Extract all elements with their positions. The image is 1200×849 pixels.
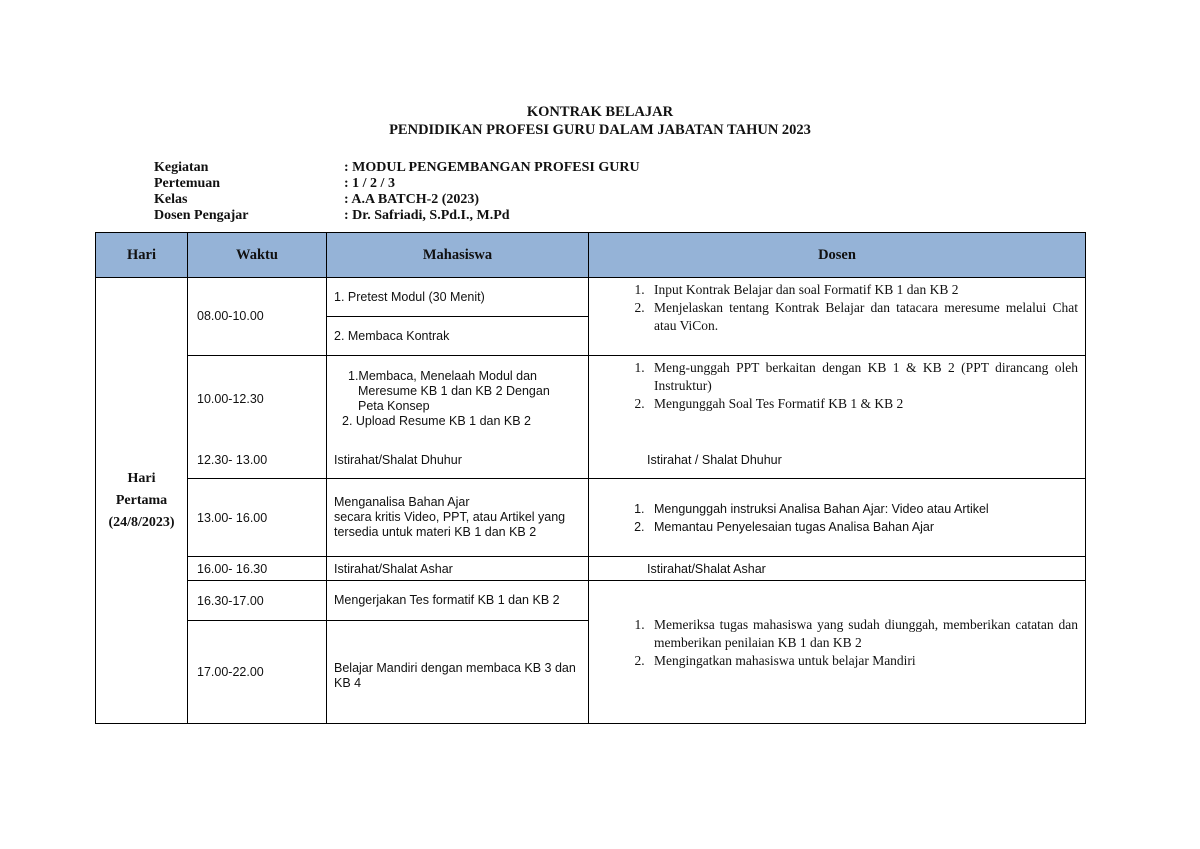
dosen-cell bbox=[589, 355, 1086, 441]
dosen-cell: Istirahat / Shalat Dhuhur bbox=[589, 441, 1086, 478]
waktu-cell: 12.30- 13.00 bbox=[188, 441, 327, 478]
document-title: KONTRAK BELAJAR bbox=[526, 104, 674, 120]
table-header-row bbox=[96, 233, 1086, 278]
waktu-cell: 17.00-22.00 bbox=[188, 620, 327, 723]
list-item: 1. Memeriksa tugas mahasiswa yang sudah diunggah, memberikan catatan dan memberikan penilaian KB 1 dan KB 2 bbox=[648, 616, 1078, 652]
waktu-cell: 13.00- 16.00 bbox=[188, 479, 327, 557]
info-label: Dosen Pengajar bbox=[154, 208, 249, 223]
mahasiswa-cell: Istirahat/Shalat Dhuhur bbox=[327, 441, 589, 478]
mahasiswa-line: 2. Upload Resume KB 1 dan KB 2 bbox=[342, 413, 532, 428]
info-value: : A.A BATCH-2 (2023) bbox=[344, 192, 480, 207]
header-dosen: Dosen bbox=[589, 233, 1086, 278]
table-row bbox=[96, 557, 1086, 581]
mahasiswa-line: Peta Konsep bbox=[358, 398, 430, 413]
table-row bbox=[96, 355, 1086, 441]
list-item: 1. Meng-unggah PPT berkaitan dengan KB 1 & KB 2 (PPT dirancang oleh Instruktur) bbox=[648, 359, 1078, 395]
mahasiswa-line: Meresume KB 1 dan KB 2 Dengan bbox=[358, 383, 550, 398]
document-subtitle: PENDIDIKAN PROFESI GURU DALAM JABATAN TAHUN 2023 bbox=[389, 122, 811, 138]
list-item: 2. Memantau Penyelesaian tugas Analisa Bahan Ajar bbox=[648, 518, 1078, 536]
mahasiswa-cell: 2. Membaca Kontrak bbox=[327, 317, 589, 355]
header-waktu: Waktu bbox=[188, 233, 327, 278]
info-value: : 1 / 2 / 3 bbox=[344, 176, 395, 191]
table-row bbox=[96, 278, 1086, 317]
mahasiswa-cell bbox=[327, 479, 589, 557]
dosen-list bbox=[596, 359, 1078, 413]
info-label: Kelas bbox=[154, 192, 188, 207]
mahasiswa-cell: Belajar Mandiri dengan membaca KB 3 dan KB 4 bbox=[327, 620, 589, 723]
list-item: 1. Mengunggah instruksi Analisa Bahan Ajar: Video atau Artikel bbox=[648, 500, 1078, 518]
dosen-cell: Istirahat/Shalat Ashar bbox=[589, 557, 1086, 581]
dosen-cell bbox=[589, 278, 1086, 356]
dosen-list bbox=[596, 500, 1078, 536]
table-row bbox=[96, 581, 1086, 620]
info-value: : Dr. Safriadi, S.Pd.I., M.Pd bbox=[344, 208, 510, 223]
dosen-cell bbox=[589, 479, 1086, 557]
waktu-cell: 16.00- 16.30 bbox=[188, 557, 327, 581]
waktu-cell: 08.00-10.00 bbox=[188, 278, 327, 356]
mahasiswa-cell: Mengerjakan Tes formatif KB 1 dan KB 2 bbox=[327, 581, 589, 620]
info-label: Pertemuan bbox=[154, 176, 221, 191]
dosen-cell bbox=[589, 581, 1086, 724]
table-row bbox=[96, 479, 1086, 557]
list-item: 2. Menjelaskan tentang Kontrak Belajar dan tatacara meresume melalui Chat atau ViCon. bbox=[648, 299, 1078, 335]
header-hari: Hari bbox=[96, 233, 188, 278]
waktu-cell: 10.00-12.30 bbox=[188, 355, 327, 441]
list-item: 1. Input Kontrak Belajar dan soal Formatif KB 1 dan KB 2 bbox=[648, 281, 1078, 299]
hari-line: Pertama bbox=[115, 492, 168, 508]
hari-date: (24/8/2023) bbox=[108, 514, 175, 530]
mahasiswa-cell bbox=[327, 355, 589, 441]
waktu-cell: 16.30-17.00 bbox=[188, 581, 327, 620]
list-item: 2. Mengunggah Soal Tes Formatif KB 1 & KB 2 bbox=[648, 395, 1078, 413]
info-value: : MODUL PENGEMBANGAN PROFESI GURU bbox=[344, 160, 640, 175]
dosen-list bbox=[596, 616, 1078, 670]
table-row bbox=[96, 441, 1086, 478]
mahasiswa-cell: 1. Pretest Modul (30 Menit) bbox=[327, 278, 589, 317]
mahasiswa-line: 1.Membaca, Menelaah Modul dan bbox=[348, 368, 538, 383]
hari-cell bbox=[96, 278, 188, 724]
hari-line: Hari bbox=[127, 470, 156, 486]
mahasiswa-line: secara kritis Video, PPT, atau Artikel yang tersedia untuk materi KB 1 dan KB 2 bbox=[334, 510, 566, 540]
header-mahasiswa: Mahasiswa bbox=[327, 233, 589, 278]
mahasiswa-cell: Istirahat/Shalat Ashar bbox=[327, 557, 589, 581]
list-item: 2. Mengingatkan mahasiswa untuk belajar Mandiri bbox=[648, 652, 1078, 670]
dosen-list bbox=[596, 281, 1078, 335]
info-label: Kegiatan bbox=[154, 160, 209, 175]
schedule-table bbox=[95, 232, 1086, 724]
mahasiswa-line: Menganalisa Bahan Ajar bbox=[334, 495, 470, 510]
